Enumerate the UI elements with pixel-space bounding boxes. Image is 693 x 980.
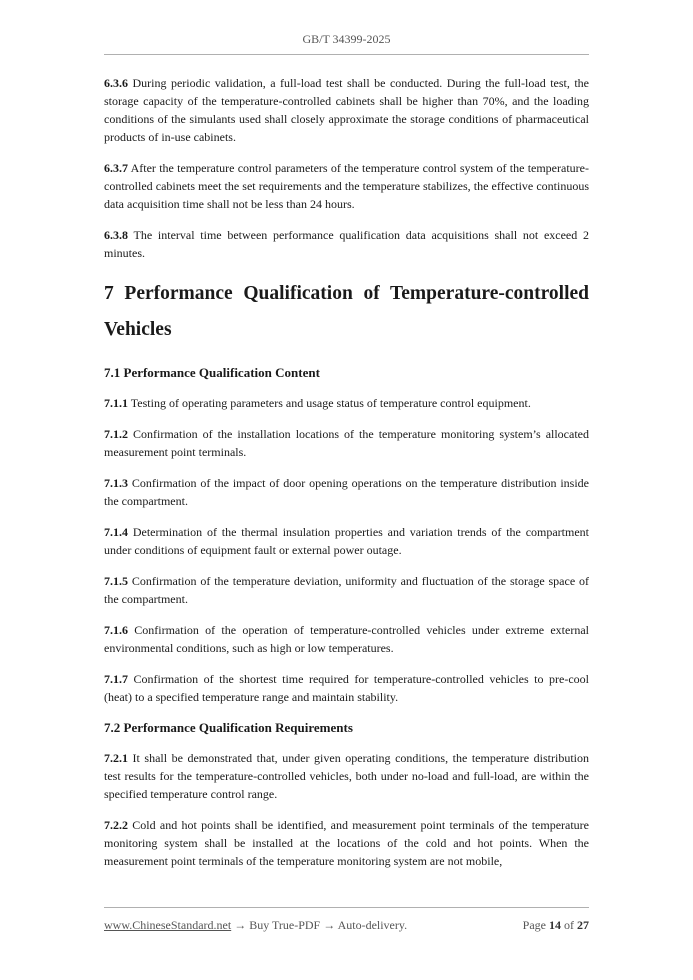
- clause-number: 6.3.7: [104, 161, 128, 175]
- section-heading-7-1: 7.1 Performance Qualification Content: [104, 365, 320, 380]
- page-footer: [104, 918, 589, 933]
- chapter-heading-line2: Vehicles: [104, 319, 172, 340]
- clause-7-1-1: [104, 394, 589, 412]
- clause-text: Determination of the thermal insulation properties and variation trends of the compartment under conditions of equipment fault or external power outage.: [104, 525, 590, 557]
- clause-7-2-2: [104, 816, 589, 870]
- page-number: 14: [549, 918, 561, 932]
- clause-number: 7.2.1: [104, 751, 128, 765]
- clause-number: 7.1.2: [104, 427, 128, 441]
- clause-7-1-2: [104, 425, 589, 461]
- clause-7-2-1: [104, 749, 589, 803]
- clause-6-3-8: [104, 226, 589, 262]
- section-heading-7-2: 7.2 Performance Qualification Requirements: [104, 720, 353, 735]
- page-header: GB/T 34399-2025: [302, 32, 391, 46]
- clause-text: Confirmation of the impact of door opening operations on the temperature distribution inside the compartment.: [104, 476, 590, 508]
- page-content: [104, 74, 589, 883]
- header-divider: [104, 54, 589, 55]
- clause-7-1-6: [104, 621, 589, 657]
- clause-number: 7.1.6: [104, 623, 128, 637]
- clause-text: Confirmation of the operation of temperature-controlled vehicles under extreme external environmental conditions, such as high or low temperatures.: [104, 623, 589, 655]
- clause-text: Confirmation of the shortest time required for temperature-controlled vehicles to pre-cool (heat) to a specified temperature range and maintain stability.: [104, 672, 589, 704]
- clause-text: Confirmation of the installation locations of the temperature monitoring system’s allocated measurement point terminals.: [104, 427, 589, 459]
- footer-divider: [104, 907, 589, 908]
- clause-6-3-7: [104, 159, 589, 213]
- clause-text: It shall be demonstrated that, under given operating conditions, the temperature distribution test results for the temperature-controlled vehicles, both under no-load and full-load, are within the specified temperature control range.: [104, 751, 590, 801]
- chapter-heading: [104, 276, 589, 348]
- chapter-heading-line1: 7 Performance Qualification of Temperature-controlled: [104, 283, 589, 304]
- clause-text: During periodic validation, a full-load test shall be conducted. During the full-load test, the storage capacity of the temperature-controlled cabinets shall be higher than 70%, and the loading conditions of the simulants used shall closely approximate the storage conditions of pharmaceutical products of in-use cabinets.: [104, 76, 589, 144]
- footer-tagline: → Buy True-PDF → Auto-delivery.: [234, 918, 408, 932]
- clause-7-1-5: [104, 572, 589, 608]
- clause-number: 6.3.6: [104, 76, 128, 90]
- clause-text: Cold and hot points shall be identified, and measurement point terminals of the temperature monitoring system shall be installed at the locations of the cold and hot points. When the measurement point terminals of the temperature monitoring system are not mobile,: [104, 818, 589, 868]
- clause-6-3-6: [104, 74, 589, 146]
- clause-7-1-7: [104, 670, 589, 706]
- page-total: 27: [577, 918, 589, 932]
- clause-number: 7.1.1: [104, 396, 128, 410]
- clause-number: 7.2.2: [104, 818, 128, 832]
- clause-number: 7.1.7: [104, 672, 128, 686]
- clause-number: 6.3.8: [104, 228, 128, 242]
- clause-number: 7.1.4: [104, 525, 128, 539]
- clause-7-1-3: [104, 474, 589, 510]
- page-indicator: [523, 918, 589, 933]
- clause-text: After the temperature control parameters of the temperature control system of the temperature-controlled cabinets meet the set requirements and the temperature stabilizes, the effective continuous data acquisition time shall not be less than 24 hours.: [104, 161, 589, 211]
- clause-text: The interval time between performance qualification data acquisitions shall not exceed 2 minutes.: [104, 228, 589, 260]
- footer-left: [104, 918, 407, 933]
- clause-number: 7.1.3: [104, 476, 128, 490]
- clause-number: 7.1.5: [104, 574, 128, 588]
- site-link[interactable]: www.ChineseStandard.net: [104, 918, 232, 932]
- clause-7-1-4: [104, 523, 589, 559]
- clause-text: Testing of operating parameters and usage status of temperature control equipment.: [130, 396, 531, 410]
- clause-text: Confirmation of the temperature deviation, uniformity and fluctuation of the storage space of the compartment.: [104, 574, 590, 606]
- of-word: of: [564, 918, 574, 932]
- page-word: Page: [522, 918, 546, 932]
